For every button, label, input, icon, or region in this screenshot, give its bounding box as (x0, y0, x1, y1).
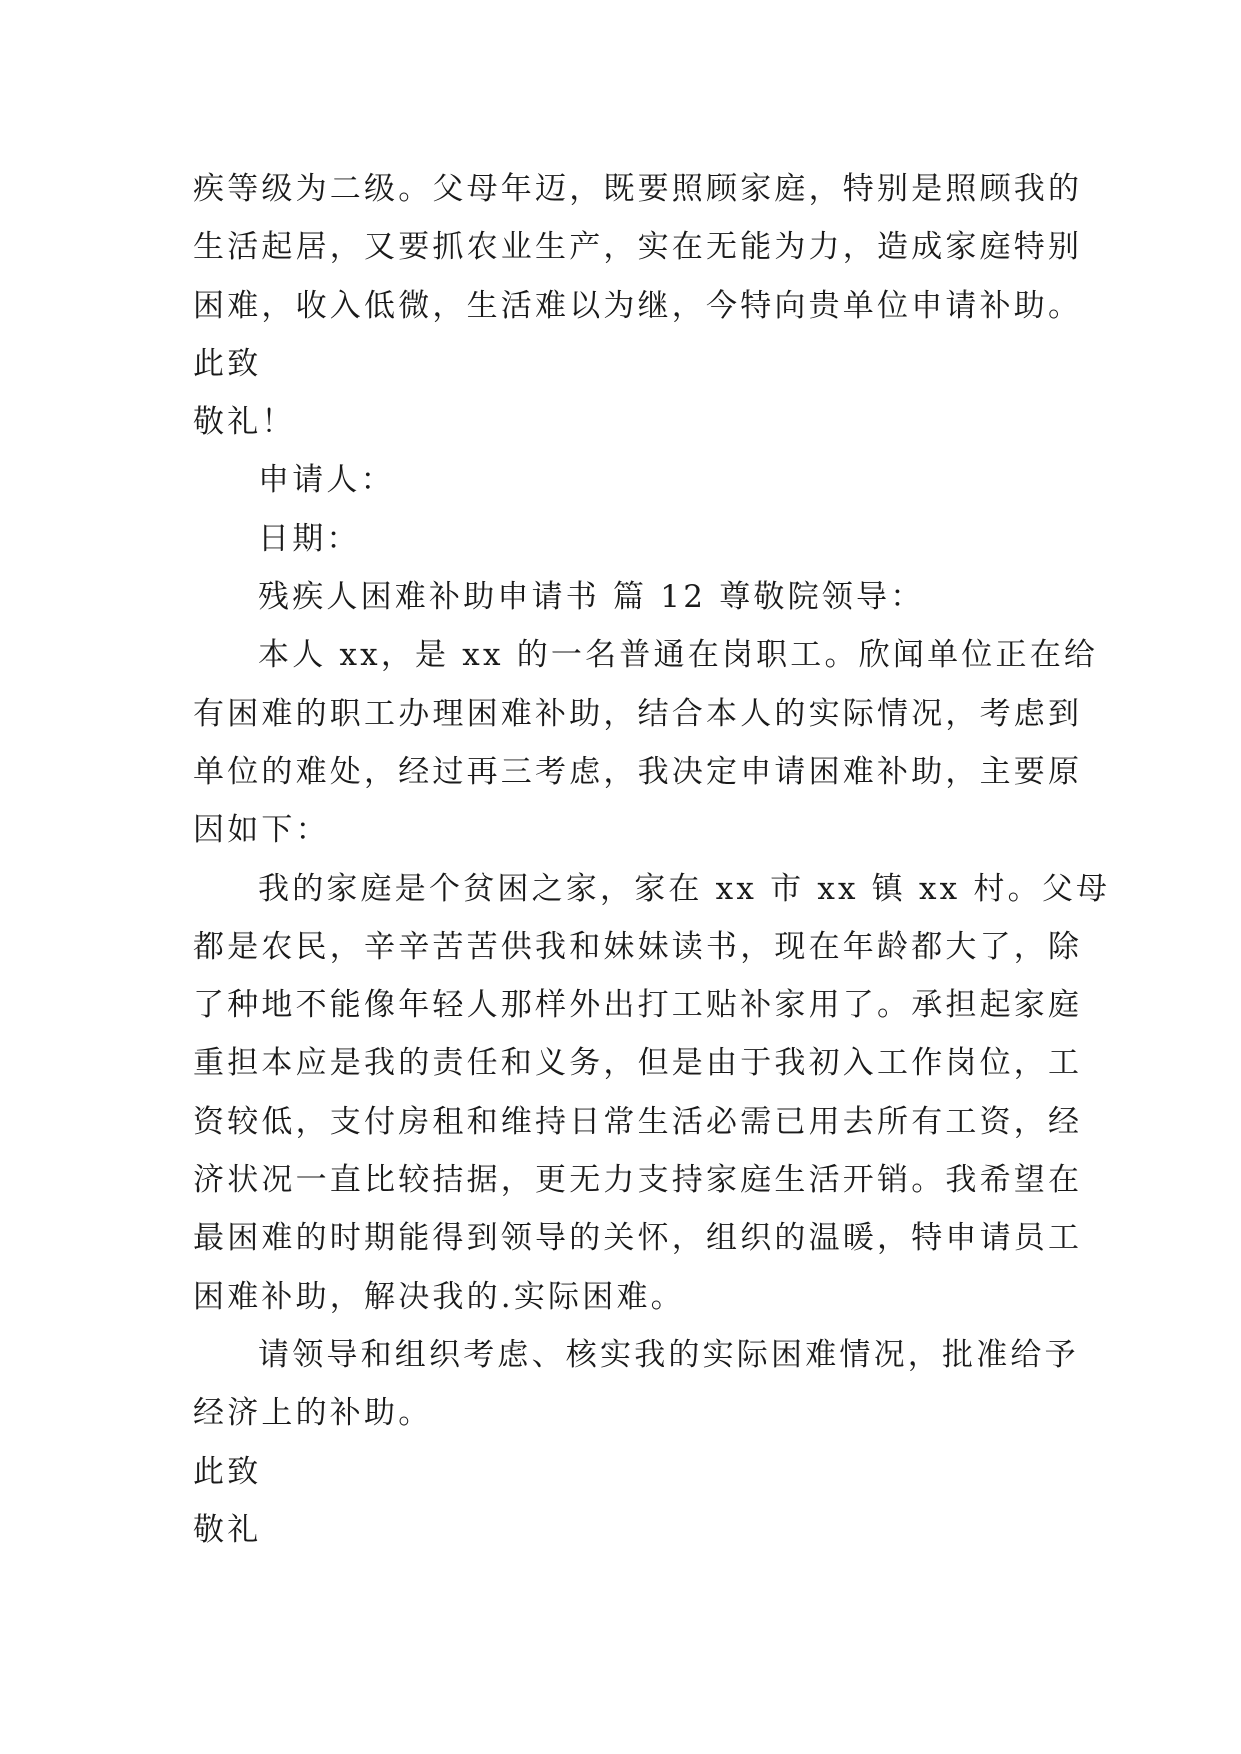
text-line: 重担本应是我的责任和义务，但是由于我初入工作岗位，工 (193, 1045, 1083, 1082)
text-line: 了种地不能像年轻人那样外出打工贴补家用了。承担起家庭 (193, 987, 1083, 1024)
text-line: 最困难的时期能得到领导的关怀，组织的温暖，特申请员工 (193, 1220, 1083, 1257)
text-line: 我的家庭是个贫困之家，家在 xx 市 xx 镇 xx 村。父母 (258, 870, 1111, 907)
text-line: 经济上的补助。 (193, 1395, 433, 1432)
text-line: 困难，收入低微，生活难以为继，今特向贵单位申请补助。 (193, 287, 1083, 324)
text-line: 都是农民，辛辛苦苦供我和妹妹读书，现在年龄都大了，除 (193, 928, 1083, 965)
closing-salutation: 此致 (193, 345, 262, 382)
text-line: 因如下： (193, 812, 330, 849)
date-label: 日期： (258, 520, 361, 557)
text-line: 资较低，支付房租和维持日常生活必需已用去所有工资，经 (193, 1103, 1083, 1140)
text-line: 济状况一直比较拮据，更无力支持家庭生活开销。我希望在 (193, 1162, 1083, 1199)
closing-regards: 敬礼！ (193, 404, 296, 441)
closing-salutation: 此致 (193, 1453, 262, 1490)
document-body (193, 160, 1111, 1559)
section-heading: 残疾人困难补助申请书 篇 12 尊敬院领导： (258, 579, 925, 616)
text-line: 生活起居，又要抓农业生产，实在无能为力，造成家庭特别 (193, 229, 1083, 266)
text-line: 有困难的职工办理困难补助，结合本人的实际情况，考虑到 (193, 695, 1083, 732)
text-line: 疾等级为二级。父母年迈，既要照顾家庭，特别是照顾我的 (193, 171, 1083, 207)
applicant-label: 申请人： (258, 462, 395, 499)
closing-regards: 敬礼 (193, 1511, 262, 1548)
text-line: 单位的难处，经过再三考虑，我决定申请困难补助，主要原 (193, 753, 1083, 790)
text-line: 困难补助，解决我的.实际困难。 (193, 1278, 685, 1315)
text-line: 请领导和组织考虑、核实我的实际困难情况，批准给予 (258, 1336, 1079, 1373)
text-line: 本人 xx，是 xx 的一名普通在岗职工。欣闻单位正在给 (258, 637, 1099, 674)
